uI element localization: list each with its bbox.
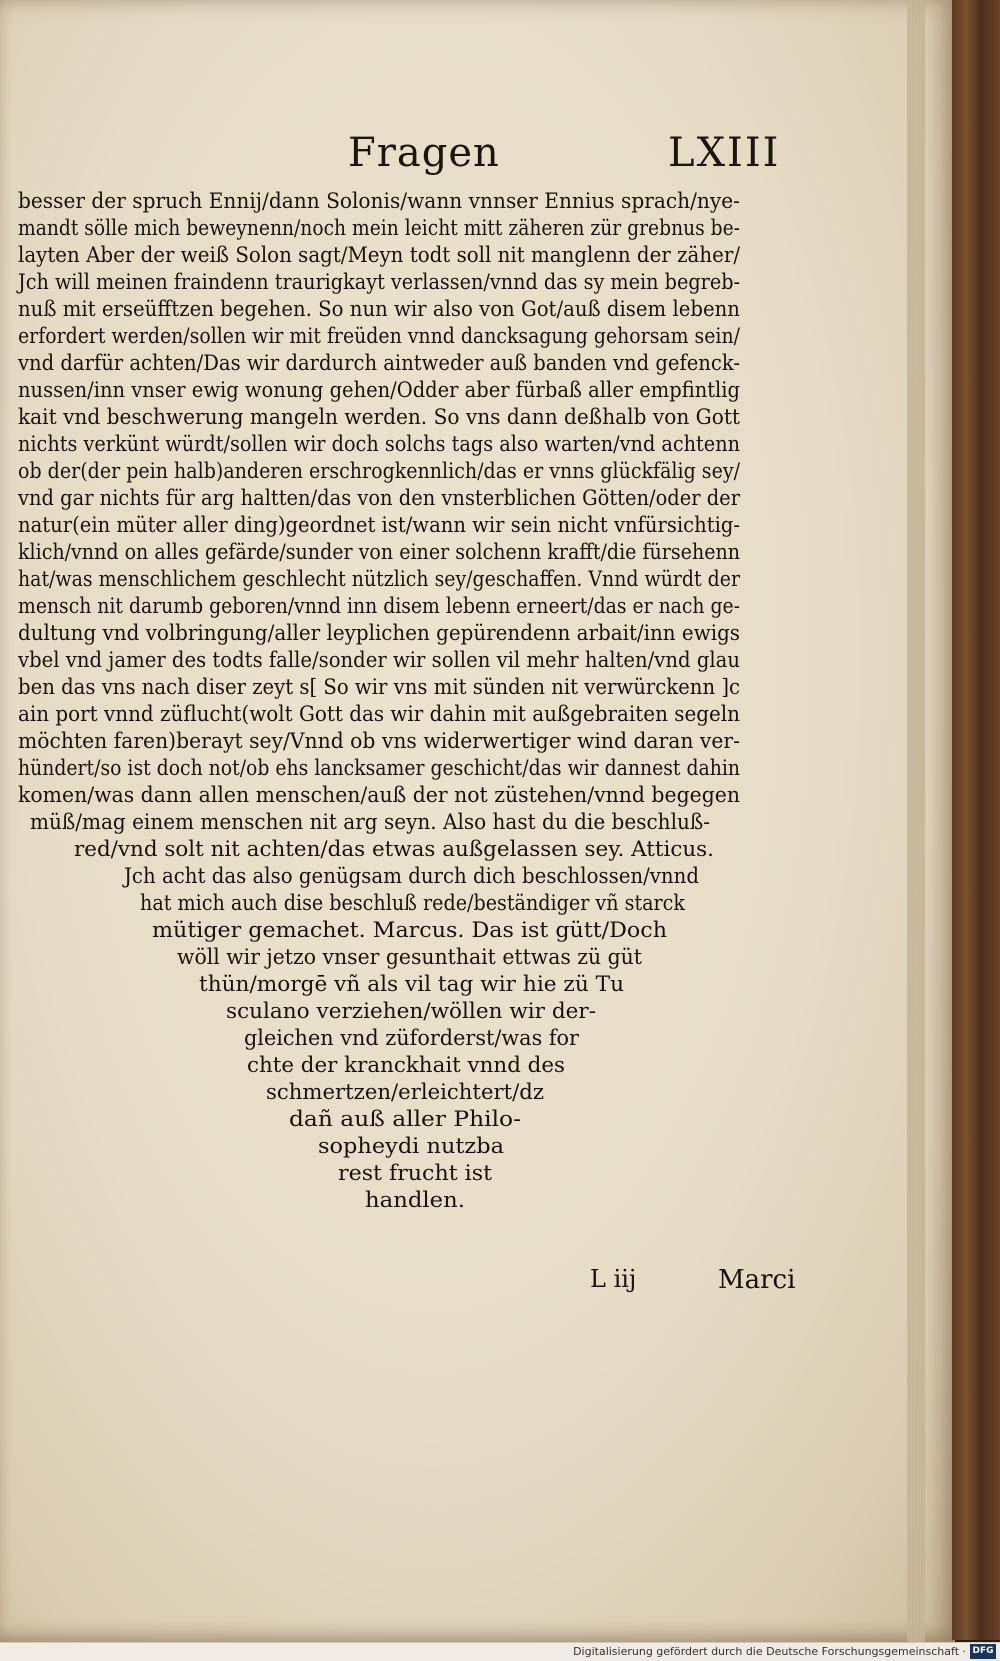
text-line: vnd gar nichts für arg haltten/das von den vnsterblichen Götten/oder der — [18, 486, 740, 510]
text-line: nichts verkünt würdt/sollen wir doch solchs tags also warten/vnd achtenn — [18, 432, 740, 456]
text-line: hat/was menschlichem geschlecht nützlich sey/geschaffen. Vnnd würdt der — [18, 567, 740, 591]
book-cover-edge — [952, 0, 1000, 1640]
text-line: dultung vnd volbringung/aller leyplichen gepürendenn arbait/inn ewigs — [18, 621, 740, 645]
text-line: nuß mit erseüfftzen begehen. So nun wir also von Got/auß disem lebenn — [18, 297, 740, 321]
text-line: nussen/inn vnser ewig wonung gehen/Odder aber fürbaß aller empfintlig — [18, 378, 740, 402]
text-line: ain port vnnd züflucht(wolt Gott das wir dahin mit außgebraiten segeln — [18, 702, 740, 726]
credit-text: Digitalisierung gefördert durch die Deutsche Forschungsgemeinschaft · — [573, 1645, 966, 1658]
text-line: hündert/so ist doch not/ob ehs lancksamer geschicht/das wir dannest dahin — [18, 756, 740, 780]
text-line: gleichen vnd züforderst/was for — [244, 1026, 579, 1050]
text-line: sculano verziehen/wöllen wir der- — [226, 999, 596, 1023]
text-line: layten Aber der weiß Solon sagt/Meyn todt soll nit manglenn der zäher/ — [18, 243, 740, 267]
text-line: mensch nit darumb geboren/vnnd inn disem lebenn erneert/das er nach ge- — [18, 594, 740, 618]
text-line: komen/was dann allen menschen/auß der not züstehen/vnnd begegen — [18, 783, 740, 807]
text-line: müß/mag einem menschen nit arg seyn. Also hast du die beschluß- — [30, 810, 710, 834]
text-line: Jch will meinen fraindenn traurigkayt verlassen/vnnd das sy mein begreb- — [18, 270, 740, 294]
text-line: dañ auß aller Philo- — [289, 1107, 521, 1131]
text-line: ben das vns nach diser zeyt s[ So wir vns mit sünden nit verwürckenn ]c — [18, 675, 740, 699]
text-line: natur(ein müter aller ding)geordnet ist/wann wir sein nicht vnfürsichtig- — [18, 513, 740, 537]
catchword: Marci — [718, 1265, 796, 1295]
running-title: Fragen — [348, 130, 500, 176]
page-edges — [907, 0, 925, 1642]
text-line: Jch acht das also genügsam durch dich beschlossen/vnnd — [124, 864, 699, 888]
text-line: kait vnd beschwerung mangeln werden. So vns dann deßhalb von Gott — [18, 405, 740, 429]
page-footer — [0, 1265, 955, 1305]
text-line: ob der(der pein halb)anderen erschrogkennlich/das er vnns glückfälig sey/ — [18, 459, 740, 483]
text-line: klich/vnnd on alles gefärde/sunder von einer solchenn krafft/die fürsehenn — [18, 540, 740, 564]
text-line: besser der spruch Ennij/dann Solonis/wann vnnser Ennius sprach/nye- — [18, 189, 740, 213]
running-head — [0, 130, 955, 180]
text-line: handlen. — [365, 1188, 465, 1212]
text-line: vnd darfür achten/Das wir dardurch aintweder auß banden vnd gefenck- — [18, 351, 740, 375]
dfg-logo: DFG — [970, 1644, 996, 1659]
text-line: thün/morgē vñ als vil tag wir hie zü Tu — [199, 972, 624, 996]
text-line: red/vnd solt nit achten/das etwas außgelassen sey. Atticus. — [74, 837, 714, 861]
text-line: rest frucht ist — [338, 1161, 492, 1185]
text-line: chte der kranckhait vnnd des — [247, 1053, 565, 1077]
text-line: möchten faren)berayt sey/Vnnd ob vns widerwertiger wind daran ver- — [18, 729, 740, 753]
text-line: wöll wir jetzo vnser gesunthait ettwas zü güt — [177, 945, 642, 969]
text-line: mütiger gemachet. Marcus. Das ist gütt/Doch — [152, 918, 667, 942]
signature-mark: L iij — [590, 1265, 637, 1293]
text-line: hat mich auch dise beschluß rede/beständiger vñ starck — [140, 891, 685, 915]
text-line: mandt sölle mich beweynenn/noch mein leicht mitt zäheren zür grebnus be- — [18, 216, 740, 240]
text-line: sopheydi nutzba — [318, 1134, 504, 1158]
digitization-credit-bar — [0, 1642, 1000, 1661]
text-line: erfordert werden/sollen wir mit freüden vnnd dancksagung gehorsam sein/ — [18, 324, 740, 348]
text-line: vbel vnd jamer des todts falle/sonder wir sollen vil mehr halten/vnd glau — [18, 648, 740, 672]
folio-number: LXIII — [668, 130, 781, 176]
text-line: schmertzen/erleichtert/dz — [266, 1080, 544, 1104]
